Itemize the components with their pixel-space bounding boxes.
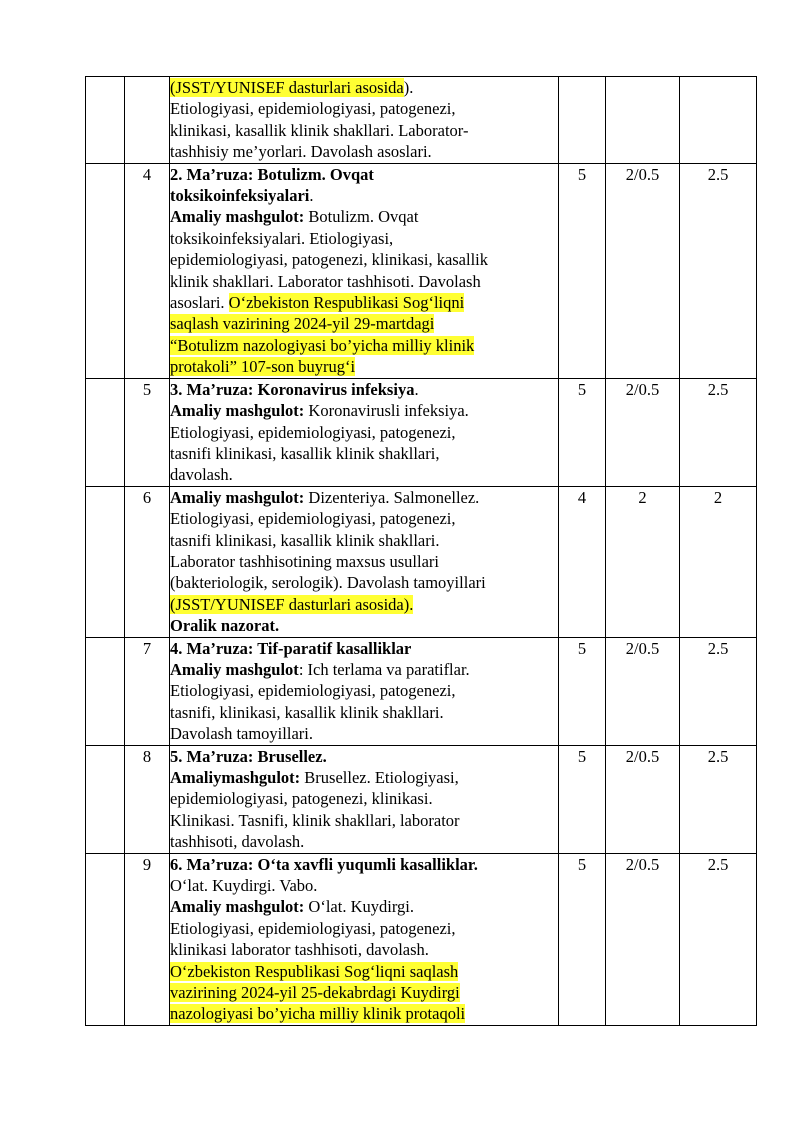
bold-text: Amaliymashgulot:: [170, 768, 301, 787]
blank-cell: [86, 745, 125, 853]
highlighted-text: (JSST/YUNISEF dasturlari asosida).: [170, 594, 414, 614]
bold-text: Amaliy mashgulot:: [170, 401, 305, 421]
topic-content: [170, 163, 559, 378]
table-row: [86, 637, 757, 745]
topic-content: [170, 853, 559, 1025]
hours-total: 5: [559, 163, 606, 378]
hours-lecture-practice: 2/0.5: [606, 378, 680, 486]
topic-content: [170, 745, 559, 853]
hours-total: 4: [559, 486, 606, 637]
row-number: 4: [125, 163, 170, 378]
content-line: [170, 530, 558, 551]
highlighted-text: O‘zbekiston Respublikasi Sog‘liqni saqlash: [170, 961, 459, 981]
content-line: [170, 918, 558, 939]
hours-lecture-practice: 2/0.5: [606, 637, 680, 745]
row-number: 8: [125, 745, 170, 853]
hours-lecture-practice: 2/0.5: [606, 163, 680, 378]
content-line: [170, 443, 558, 464]
content-line: [170, 228, 558, 249]
hours-lecture-practice: 2/0.5: [606, 745, 680, 853]
text: davolash.: [170, 465, 233, 485]
text: Etiologiyasi, epidemiologiyasi, patogenezi,: [170, 681, 456, 701]
hours-lecture-practice: 2: [606, 486, 680, 637]
text: Etiologiyasi, epidemiologiyasi, patogenezi,: [170, 422, 456, 442]
text: tashhisiy me’yorlari. Davolash asoslari.: [170, 142, 432, 162]
content-line: [170, 788, 558, 809]
text: tasnifi, klinikasi, kasallik klinik shakllari.: [170, 702, 444, 722]
content-line: [170, 164, 558, 185]
hours-total: 5: [559, 637, 606, 745]
topic-content: [170, 77, 559, 164]
blank-cell: [86, 77, 125, 164]
text: .: [414, 379, 419, 399]
text: Laborator tashhisotining maxsus usullari: [170, 551, 440, 571]
content-line: [170, 379, 558, 400]
highlighted-text: O‘zbekiston Respublikasi Sog‘liqni: [228, 293, 465, 313]
row-number: 9: [125, 853, 170, 1025]
text: Etiologiyasi, epidemiologiyasi, patogenezi,: [170, 509, 456, 529]
text: ).: [403, 78, 414, 97]
text: : Ich terlama va paratiflar.: [298, 659, 470, 679]
text: toksikoinfeksiyalari. Etiologiyasi,: [170, 228, 394, 248]
highlighted-text: “Botulizm nazologiyasi bo’yicha milliy klinik: [170, 335, 475, 355]
text: klinikasi, kasallik klinik shakllari. Laborator-: [170, 120, 469, 140]
bold-text: toksikoinfeksiyalari: [170, 186, 310, 206]
hours-value: 2: [680, 486, 757, 637]
text: O‘lat. Kuydirgi. Vabo.: [170, 876, 318, 896]
content-line: [170, 335, 558, 356]
content-line: [170, 875, 558, 896]
content-line: [170, 659, 558, 680]
table-row: [86, 486, 757, 637]
table-row: [86, 378, 757, 486]
content-line: [170, 551, 558, 572]
bold-text: 5. Ma’ruza: Brusellez.: [170, 746, 327, 766]
text: Etiologiyasi, epidemiologiyasi, patogenezi,: [170, 99, 456, 119]
highlighted-text: (JSST/YUNISEF dasturlari asosida: [170, 78, 404, 97]
content-line: [170, 638, 558, 659]
content-line: [170, 572, 558, 593]
topic-content: [170, 637, 559, 745]
content-line: [170, 939, 558, 960]
bold-text: Amaliy mashgulot:: [170, 897, 305, 917]
content-line: [170, 615, 558, 636]
text: O‘lat. Kuydirgi.: [304, 897, 414, 917]
content-line: [170, 767, 558, 788]
content-line: [170, 982, 558, 1003]
content-line: [170, 120, 558, 141]
hours-value: 2.5: [680, 745, 757, 853]
content-line: [170, 313, 558, 334]
bold-text: 6. Ma’ruza: O‘ta xavfli yuqumli kasalliklar.: [170, 854, 478, 874]
bold-text: Amaliy mashgulot: [170, 659, 299, 679]
content-line: [170, 1003, 558, 1024]
text: tashhisoti, davolash.: [170, 832, 305, 852]
blank-cell: [86, 637, 125, 745]
row-number: 7: [125, 637, 170, 745]
blank-cell: [86, 163, 125, 378]
content-line: [170, 594, 558, 615]
text: tasnifi klinikasi, kasallik klinik shakllari.: [170, 530, 440, 550]
highlighted-text: vazirining 2024-yil 25-dekabrdagi Kuydirgi: [170, 983, 460, 1003]
text: epidemiologiyasi, patogenezi, klinikasi, kasallik: [170, 250, 489, 270]
content-line: [170, 141, 558, 162]
content-line: [170, 206, 558, 227]
curriculum-table: [85, 76, 757, 1026]
bold-text: Amaliy mashgulot:: [170, 207, 305, 227]
hours-value: [680, 77, 757, 164]
highlighted-text: protakoli” 107-son buyrug‘i: [170, 357, 356, 377]
topic-content: [170, 378, 559, 486]
row-number: [125, 77, 170, 164]
content-line: [170, 810, 558, 831]
blank-cell: [86, 486, 125, 637]
highlighted-text: saqlash vazirining 2024-yil 29-martdagi: [170, 314, 435, 334]
hours-total: 5: [559, 853, 606, 1025]
content-line: [170, 896, 558, 917]
content-line: [170, 961, 558, 982]
hours-value: 2.5: [680, 637, 757, 745]
content-line: [170, 746, 558, 767]
text: Koronavirusli infeksiya.: [304, 401, 469, 421]
content-line: [170, 271, 558, 292]
text: (bakteriologik, serologik). Davolash tamoyillari: [170, 573, 486, 593]
content-line: [170, 831, 558, 852]
content-line: [170, 77, 558, 98]
content-line: [170, 723, 558, 744]
text: Dizenteriya. Salmonellez.: [304, 487, 480, 507]
content-line: [170, 98, 558, 119]
text: .: [309, 186, 314, 206]
content-line: [170, 185, 558, 206]
text: Davolash tamoyillari.: [170, 724, 313, 744]
content-line: [170, 356, 558, 377]
text: epidemiologiyasi, patogenezi, klinikasi.: [170, 789, 433, 809]
blank-cell: [86, 378, 125, 486]
table-row: [86, 853, 757, 1025]
content-line: [170, 422, 558, 443]
hours-total: 5: [559, 378, 606, 486]
text: Klinikasi. Tasnifi, klinik shakllari, laborator: [170, 810, 460, 830]
content-line: [170, 854, 558, 875]
content-line: [170, 249, 558, 270]
bold-text: Amaliy mashgulot:: [170, 487, 305, 507]
content-line: [170, 400, 558, 421]
content-line: [170, 292, 558, 313]
table-row: [86, 163, 757, 378]
topic-content: [170, 486, 559, 637]
blank-cell: [86, 853, 125, 1025]
content-line: [170, 487, 558, 508]
table-row: [86, 745, 757, 853]
curriculum-table-body: [86, 77, 757, 1026]
text: Etiologiyasi, epidemiologiyasi, patogenezi,: [170, 918, 456, 938]
text: asoslari.: [170, 293, 229, 313]
hours-value: 2.5: [680, 853, 757, 1025]
bold-text: Oralik nazorat.: [170, 616, 280, 636]
table-row: [86, 77, 757, 164]
bold-text: 4. Ma’ruza: Tif-paratif kasalliklar: [170, 638, 412, 658]
text: tasnifi klinikasi, kasallik klinik shakllari,: [170, 443, 440, 463]
row-number: 5: [125, 378, 170, 486]
bold-text: 2. Ma’ruza: Botulizm. Ovqat: [170, 164, 374, 184]
bold-text: 3. Ma’ruza: Koronavirus infeksiya: [170, 379, 415, 399]
hours-total: 5: [559, 745, 606, 853]
content-line: [170, 680, 558, 701]
content-line: [170, 508, 558, 529]
text: klinik shakllari. Laborator tashhisoti. Davolash: [170, 271, 481, 291]
hours-value: 2.5: [680, 378, 757, 486]
highlighted-text: nazologiyasi bo’yicha milliy klinik protaqoli: [170, 1004, 466, 1024]
hours-lecture-practice: [606, 77, 680, 164]
text: Brusellez. Etiologiyasi,: [300, 768, 459, 787]
text: Botulizm. Ovqat: [304, 207, 419, 227]
content-line: [170, 464, 558, 485]
content-line: [170, 702, 558, 723]
row-number: 6: [125, 486, 170, 637]
text: klinikasi laborator tashhisoti, davolash.: [170, 940, 429, 960]
hours-lecture-practice: 2/0.5: [606, 853, 680, 1025]
hours-value: 2.5: [680, 163, 757, 378]
hours-total: [559, 77, 606, 164]
